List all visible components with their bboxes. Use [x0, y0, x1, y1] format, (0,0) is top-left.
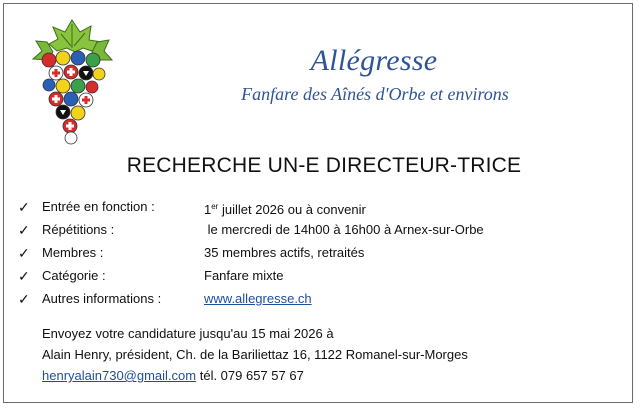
check-icon: ✓: [18, 291, 30, 307]
item-label: Entrée en fonction :: [42, 199, 155, 214]
check-icon: ✓: [18, 222, 30, 238]
address-text: Alain Henry, président, Ch. de la Bariliettaz 16, 1122 Romanel-sur-Morges: [42, 347, 468, 362]
check-icon: ✓: [18, 268, 30, 284]
list-item: [18, 198, 618, 221]
list-item: [18, 267, 618, 290]
contact-block: [42, 323, 468, 386]
item-value: 35 membres actifs, retraités: [204, 245, 365, 260]
phone-text: tél. 079 657 57 67: [196, 368, 304, 383]
website-link[interactable]: www.allegresse.ch: [204, 291, 312, 306]
item-label: Répétitions :: [42, 222, 115, 237]
brand-title: Allégresse: [310, 44, 438, 77]
deadline-text: Envoyez votre candidature jusqu'au 15 mai 2026 à: [42, 326, 334, 341]
item-label: Autres informations :: [42, 291, 162, 306]
grape-crest-logo: [31, 18, 113, 146]
check-icon: ✓: [18, 245, 30, 261]
details-list: [18, 198, 618, 313]
item-label: Catégorie :: [42, 268, 106, 283]
list-item: [18, 290, 618, 313]
poster-frame: [3, 3, 633, 403]
item-value: le mercredi de 14h00 à 16h00 à Arnex-sur-Orbe: [204, 222, 484, 237]
check-icon: ✓: [18, 199, 30, 215]
email-line: [42, 365, 468, 386]
item-label: Membres :: [42, 245, 104, 260]
list-item: [18, 244, 618, 267]
brand-subtitle: Fanfare des Aînés d'Orbe et environs: [241, 84, 509, 104]
email-link[interactable]: henryalain730@gmail.com: [42, 368, 197, 383]
list-item: [18, 221, 618, 244]
item-value: Fanfare mixte: [204, 268, 284, 283]
item-value: 1er juillet 2026 ou à convenir: [204, 202, 366, 217]
item-value: [204, 290, 312, 308]
page-title: RECHERCHE UN-E DIRECTEUR-TRICE: [126, 154, 522, 177]
